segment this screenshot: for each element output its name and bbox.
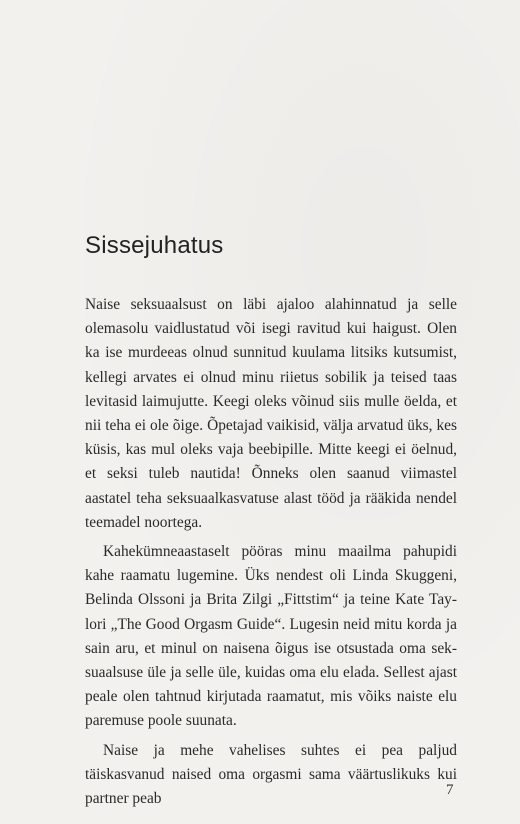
section-heading: Sissejuhatus	[85, 232, 224, 259]
paragraph-1: Naise seksuaalsust on läbi ajaloo alahinnatud ja selle olemasolu vaidlustatud või isegi ravitud kui haigust. Olen ka ise murdeeas olnud sunnitud kuulama litsiks kutsumist, kellegi arvates ei olnud minu riietus sobilik ja teised taas levitasid laimujutte. Keegi oleks võinud siis mulle öelda, et nii teha ei ole õige. Õpetajad vaikisid, välja arvatud üks, kes küsis, kas mul oleks vaja beebipille. Mitte keegi ei öelnud, et seksi tuleb nautida! Õnneks olen saanud viimastel aastatel teha seksuaalkasvatuse alast tööd ja rääkida nendel teemadel noortega.	[85, 296, 457, 531]
body-text	[85, 293, 457, 816]
paragraph-2: Kahekümneaastaselt pööras minu maailma pahupidi kahe raamatu lugemine. Üks nendest oli Linda Skuggeni, Belinda Olssoni ja Brita Zilgi „Fittstim“ ja teine Kate Taylori „The Good Orgasm Guide“. Lugesin neid mitu korda ja sain aru, et minul on naisena õigus ise otsustada oma seksuaalsuse üle ja selle üle, kuidas oma elu elada. Sellest ajast peale olen tahtnud kirjutada raamatut, mis võiks naiste elu paremuse poole suunata.	[85, 543, 457, 730]
paragraph-3: Naise ja mehe vahelises suhtes ei pea paljud täiskasvanud naised oma orgasmi sama väärtuslikuks kui partner peab	[85, 741, 457, 808]
page-number: 7	[446, 782, 454, 798]
